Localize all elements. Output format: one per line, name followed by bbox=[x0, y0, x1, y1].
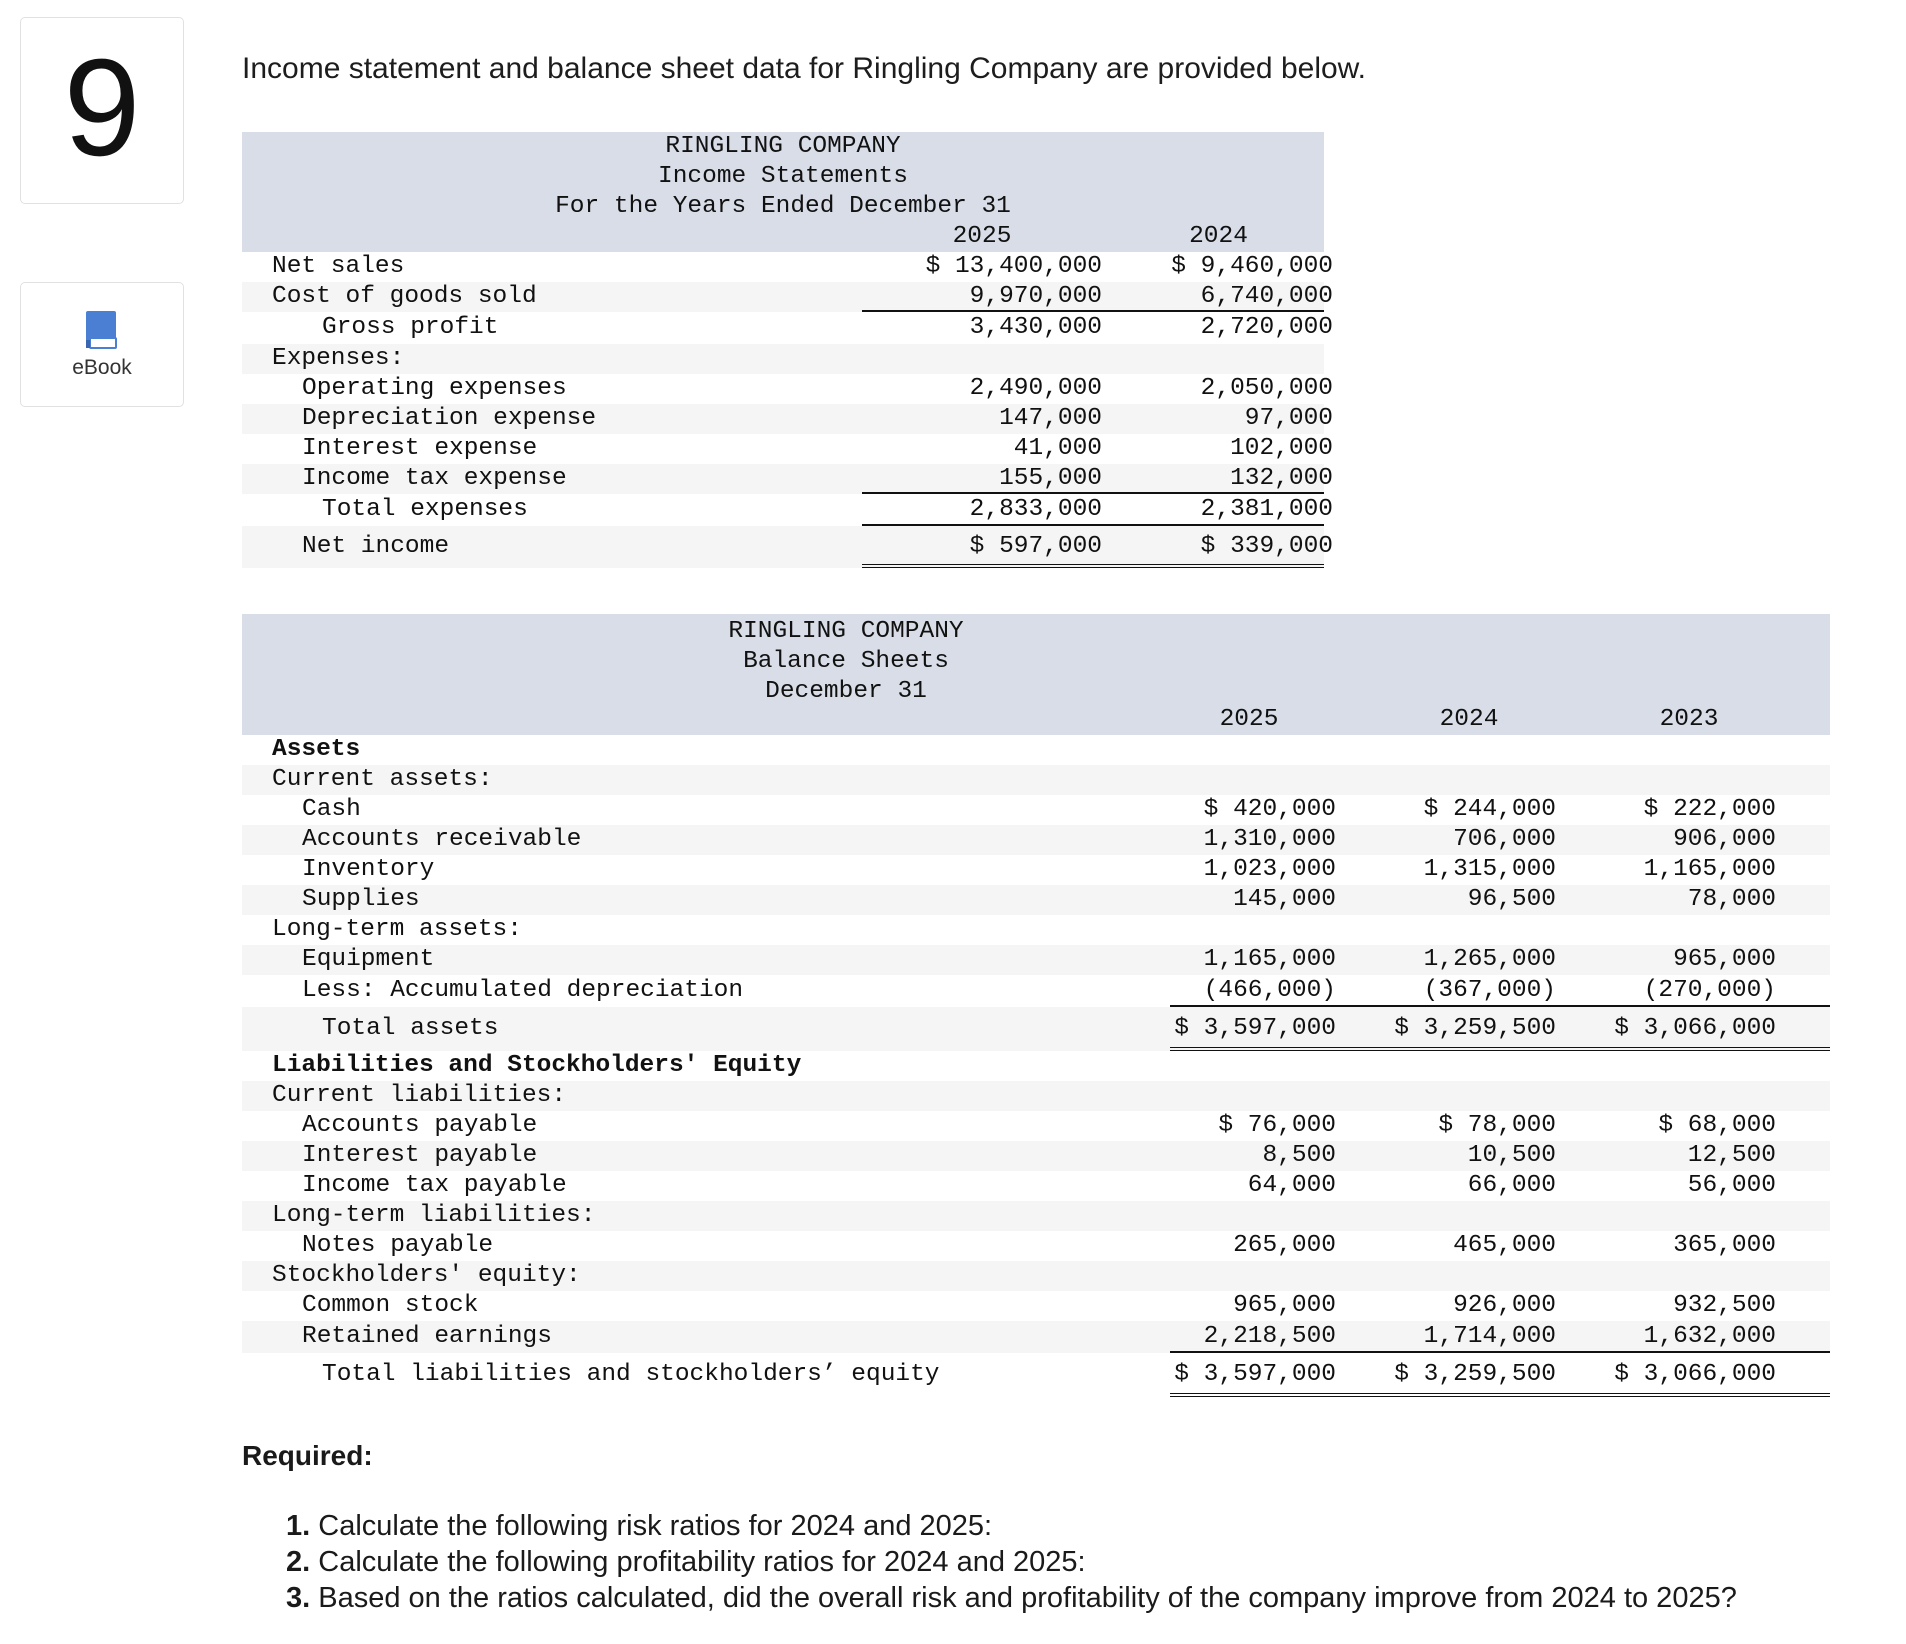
row-label: Inventory bbox=[302, 856, 435, 883]
row-label: Liabilities and Stockholders' Equity bbox=[272, 1052, 802, 1079]
required-list bbox=[286, 1508, 1737, 1616]
balance-row bbox=[242, 1231, 1830, 1261]
row-label: Total liabilities and stockholders’ equity bbox=[322, 1361, 940, 1388]
income-row bbox=[242, 344, 1324, 374]
row-value: 2,050,000 bbox=[1200, 375, 1333, 402]
row-value: 2,720,000 bbox=[1200, 314, 1333, 341]
row-value: 1,165,000 bbox=[1203, 946, 1336, 973]
row-label: Interest expense bbox=[302, 435, 538, 462]
row-value: (270,000) bbox=[1643, 977, 1776, 1004]
income-row bbox=[242, 252, 1333, 282]
balance-row bbox=[242, 915, 1830, 945]
balance-row bbox=[242, 795, 1830, 825]
row-value: 706,000 bbox=[1453, 826, 1556, 853]
balance-row bbox=[242, 1321, 1830, 1353]
balance-row bbox=[242, 825, 1830, 855]
balance-row bbox=[242, 1261, 1830, 1291]
row-value: 1,265,000 bbox=[1423, 946, 1556, 973]
row-value: $ 222,000 bbox=[1643, 796, 1776, 823]
row-value: $ 3,259,500 bbox=[1394, 1361, 1556, 1388]
statement-period: For the Years Ended December 31 bbox=[555, 193, 1011, 220]
income-row bbox=[242, 526, 1333, 568]
row-value: 2,490,000 bbox=[969, 375, 1102, 402]
row-value: $ 78,000 bbox=[1438, 1112, 1556, 1139]
intro-text: Income statement and balance sheet data for Ringling Company are provided below. bbox=[242, 52, 1367, 85]
section-heading-row bbox=[242, 1051, 1830, 1081]
income-row bbox=[242, 494, 1333, 526]
double-rule bbox=[862, 564, 1324, 568]
row-value: $ 3,066,000 bbox=[1614, 1015, 1776, 1042]
statement-period: December 31 bbox=[765, 678, 927, 705]
year-header: 2024 bbox=[1189, 223, 1248, 250]
balance-row bbox=[242, 855, 1830, 885]
income-statement-table bbox=[242, 132, 1333, 568]
row-label: Current assets: bbox=[272, 766, 493, 793]
row-value: 965,000 bbox=[1233, 1292, 1336, 1319]
row-label: Current liabilities: bbox=[272, 1082, 567, 1109]
company-name: RINGLING COMPANY bbox=[665, 133, 901, 160]
row-value: 97,000 bbox=[1244, 405, 1333, 432]
row-label: Income tax expense bbox=[302, 465, 567, 492]
row-label: Assets bbox=[272, 736, 361, 763]
balance-row bbox=[242, 1111, 1830, 1141]
row-value: 2,218,500 bbox=[1203, 1323, 1336, 1350]
income-row bbox=[242, 312, 1333, 344]
row-label: Operating expenses bbox=[302, 375, 567, 402]
row-value: 465,000 bbox=[1453, 1232, 1556, 1259]
balance-row bbox=[242, 1291, 1830, 1321]
income-row bbox=[242, 464, 1333, 494]
section-heading-row bbox=[242, 735, 1830, 765]
row-label: Accounts receivable bbox=[302, 826, 582, 853]
row-label: Net income bbox=[302, 533, 450, 560]
row-value: 265,000 bbox=[1233, 1232, 1336, 1259]
row-value: 906,000 bbox=[1673, 826, 1776, 853]
year-header: 2025 bbox=[952, 223, 1012, 250]
row-value: $ 3,066,000 bbox=[1614, 1361, 1776, 1388]
row-value: $ 420,000 bbox=[1203, 796, 1336, 823]
question-number-box bbox=[20, 17, 184, 204]
balance-row bbox=[242, 1081, 1830, 1111]
row-label: Long-term liabilities: bbox=[272, 1202, 596, 1229]
row-label: Common stock bbox=[302, 1292, 479, 1319]
row-value: 155,000 bbox=[999, 465, 1102, 492]
row-value: 64,000 bbox=[1247, 1172, 1336, 1199]
row-value: 1,714,000 bbox=[1423, 1323, 1556, 1350]
income-row bbox=[242, 404, 1333, 434]
row-value: $ 76,000 bbox=[1218, 1112, 1336, 1139]
row-value: $ 3,597,000 bbox=[1174, 1015, 1336, 1042]
row-label: Income tax payable bbox=[302, 1172, 567, 1199]
row-value: 1,315,000 bbox=[1423, 856, 1556, 883]
row-value: 78,000 bbox=[1687, 886, 1776, 913]
statement-title: Balance Sheets bbox=[743, 648, 949, 675]
row-value: 3,430,000 bbox=[969, 314, 1102, 341]
row-label: Gross profit bbox=[322, 314, 499, 341]
balance-row bbox=[242, 1007, 1830, 1051]
income-statement-header bbox=[242, 132, 1324, 252]
row-value: 10,500 bbox=[1467, 1142, 1556, 1169]
row-label: Total assets bbox=[322, 1015, 499, 1042]
balance-row bbox=[242, 765, 1830, 795]
required-item: 2. Calculate the following profitability ratios for 2024 and 2025: bbox=[286, 1546, 1086, 1578]
row-value: 965,000 bbox=[1673, 946, 1776, 973]
company-name: RINGLING COMPANY bbox=[728, 618, 964, 645]
required-item: 1. Calculate the following risk ratios for 2024 and 2025: bbox=[286, 1510, 993, 1542]
row-label: Cost of goods sold bbox=[272, 283, 537, 310]
row-value: 56,000 bbox=[1687, 1172, 1776, 1199]
row-label: Total expenses bbox=[322, 496, 528, 523]
row-label: Notes payable bbox=[302, 1232, 494, 1259]
row-label: Long-term assets: bbox=[272, 916, 522, 943]
row-value: $ 3,597,000 bbox=[1174, 1361, 1336, 1388]
row-value: 1,632,000 bbox=[1643, 1323, 1776, 1350]
balance-row bbox=[242, 1201, 1830, 1231]
row-value: $ 339,000 bbox=[1200, 533, 1333, 560]
row-value: $ 3,259,500 bbox=[1394, 1015, 1556, 1042]
statement-title: Income Statements bbox=[658, 163, 908, 190]
row-value: 145,000 bbox=[1233, 886, 1336, 913]
required-item: 3. Based on the ratios calculated, did the overall risk and profitability of the company improve from 2024 to 2025? bbox=[286, 1582, 1737, 1614]
row-value: 132,000 bbox=[1230, 465, 1333, 492]
row-value: 2,833,000 bbox=[969, 496, 1102, 523]
row-label: Accounts payable bbox=[302, 1112, 538, 1139]
row-value: 365,000 bbox=[1673, 1232, 1776, 1259]
balance-sheet-header bbox=[242, 614, 1830, 735]
ebook-button[interactable] bbox=[20, 282, 184, 407]
row-value: (367,000) bbox=[1423, 977, 1556, 1004]
row-value: 1,023,000 bbox=[1203, 856, 1336, 883]
row-value: 932,500 bbox=[1673, 1292, 1776, 1319]
row-label: Expenses: bbox=[272, 345, 405, 372]
balance-row bbox=[242, 1353, 1830, 1397]
row-label: Net sales bbox=[272, 253, 405, 280]
balance-row bbox=[242, 1171, 1830, 1201]
row-value: 6,740,000 bbox=[1200, 283, 1333, 310]
row-label: Less: Accumulated depreciation bbox=[302, 977, 744, 1004]
row-value: $ 13,400,000 bbox=[925, 253, 1102, 280]
income-row bbox=[242, 374, 1333, 404]
row-value: $ 68,000 bbox=[1658, 1112, 1776, 1139]
row-value: 1,165,000 bbox=[1643, 856, 1776, 883]
row-value: 96,500 bbox=[1467, 886, 1556, 913]
income-row bbox=[242, 434, 1333, 464]
row-value: 1,310,000 bbox=[1203, 826, 1336, 853]
balance-row bbox=[242, 1141, 1830, 1171]
year-header: 2024 bbox=[1439, 706, 1499, 733]
income-row bbox=[242, 282, 1333, 312]
row-label: Stockholders' equity: bbox=[272, 1262, 581, 1289]
row-value: 147,000 bbox=[999, 405, 1102, 432]
row-value: 41,000 bbox=[1013, 435, 1102, 462]
row-label: Equipment bbox=[302, 946, 435, 973]
row-value: 12,500 bbox=[1687, 1142, 1776, 1169]
row-label: Interest payable bbox=[302, 1142, 538, 1169]
row-label: Depreciation expense bbox=[302, 405, 597, 432]
row-label: Supplies bbox=[302, 886, 420, 913]
row-value: 66,000 bbox=[1467, 1172, 1556, 1199]
book-icon bbox=[84, 310, 120, 350]
row-value: (466,000) bbox=[1203, 977, 1336, 1004]
row-value: 9,970,000 bbox=[969, 283, 1102, 310]
balance-row bbox=[242, 975, 1830, 1007]
year-header: 2023 bbox=[1659, 706, 1719, 733]
required-heading: Required: bbox=[242, 1440, 373, 1471]
double-rule bbox=[1170, 1393, 1830, 1397]
question-number: 9 bbox=[63, 30, 141, 185]
balance-row bbox=[242, 945, 1830, 975]
ebook-label: eBook bbox=[72, 355, 132, 379]
row-value: $ 244,000 bbox=[1423, 796, 1556, 823]
year-header: 2025 bbox=[1219, 706, 1279, 733]
row-value: 8,500 bbox=[1262, 1142, 1336, 1169]
row-value: 926,000 bbox=[1453, 1292, 1556, 1319]
balance-sheet-table bbox=[242, 614, 1830, 1397]
row-value: $ 597,000 bbox=[969, 533, 1102, 560]
row-label: Cash bbox=[302, 796, 361, 823]
balance-row bbox=[242, 885, 1830, 915]
row-label: Retained earnings bbox=[302, 1323, 552, 1350]
row-value: 102,000 bbox=[1230, 435, 1333, 462]
row-value: 2,381,000 bbox=[1200, 496, 1333, 523]
row-value: $ 9,460,000 bbox=[1171, 253, 1333, 280]
